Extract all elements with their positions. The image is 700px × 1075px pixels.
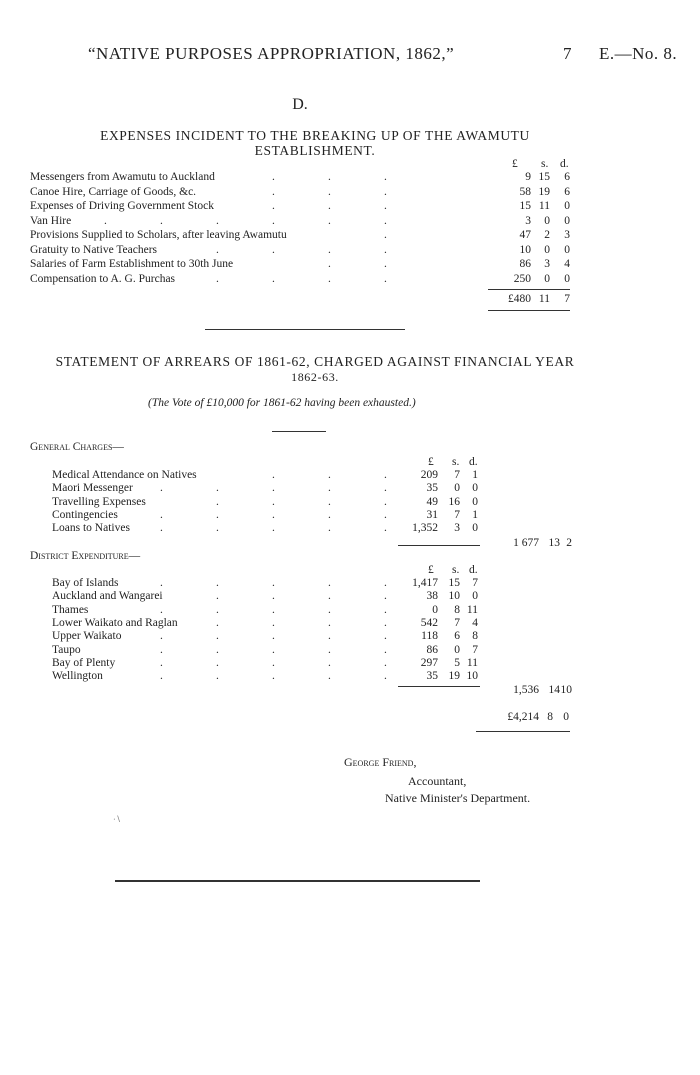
leader-dot: . <box>272 469 275 481</box>
leader-dot: . <box>328 185 331 198</box>
total-rule <box>488 289 570 290</box>
district-shillings: 6 <box>454 630 460 643</box>
bottom-rule <box>115 880 480 882</box>
leader-dot: . <box>160 508 163 521</box>
leader-dot: . <box>328 482 331 495</box>
leader-dot: . <box>384 495 387 508</box>
leader-dot: . <box>272 522 275 535</box>
leader-dot: . <box>272 630 275 643</box>
grand-total-underline <box>476 731 570 732</box>
leader-dot: . <box>216 630 219 643</box>
leader-dot: . <box>384 243 387 256</box>
expense-pence: 3 <box>564 229 570 241</box>
expense-label: Van Hire <box>30 214 72 227</box>
col-head-shillings: s. <box>452 456 460 468</box>
expense-pounds: 9 <box>525 171 531 183</box>
leader-dot: . <box>216 495 219 508</box>
district-subtotal-pence: 10 <box>560 684 572 696</box>
document-reference: E.—No. 8. <box>599 44 678 63</box>
leader-dot: . <box>328 670 331 683</box>
general-charge-pounds: 35 <box>426 482 438 495</box>
leader-dot: . <box>216 590 219 603</box>
general-charge-label: Medical Attendance on Natives <box>52 469 197 481</box>
leader-dot: . <box>272 495 275 508</box>
general-charge-shillings: 0 <box>454 482 460 495</box>
leader-dot: . <box>384 590 387 603</box>
district-pounds: 38 <box>426 590 438 603</box>
leader-dot: . <box>272 171 275 183</box>
general-charge-shillings: 7 <box>454 469 460 481</box>
leader-dot: . <box>216 603 219 616</box>
expense-shillings: 11 <box>538 200 550 212</box>
general-charge-pounds: 209 <box>420 469 438 481</box>
general-charge-label: Contingencies <box>52 508 118 521</box>
district-shillings: 7 <box>454 616 460 629</box>
col-head-shillings: s. <box>452 564 460 576</box>
leader-dot: . <box>384 258 387 270</box>
expense-pence: 4 <box>564 258 570 270</box>
leader-dot: . <box>216 656 219 669</box>
expense-label: Expenses of Driving Government Stock <box>30 200 214 212</box>
expense-label: Gratuity to Native Teachers <box>30 243 158 256</box>
leader-dot: . <box>384 185 387 198</box>
col-head-pence: d. <box>469 564 478 576</box>
district-pence: 7 <box>472 643 478 656</box>
statement-title-line2: 1862-63. <box>291 370 339 384</box>
leader-dot: . <box>384 229 387 241</box>
district-label: Upper Waikato <box>52 630 122 643</box>
grand-total-pence: 0 <box>563 711 569 723</box>
signature-department: Native Minister's Department. <box>385 791 531 805</box>
district-label: Bay of Islands <box>52 577 119 589</box>
leader-dot: . <box>104 214 107 227</box>
col-head-pounds: £ <box>512 158 518 170</box>
col-head-shillings: s. <box>541 158 549 170</box>
district-label: Auckland and Wangarei <box>52 590 163 603</box>
signature-name: George Friend, <box>344 755 417 769</box>
district-pence: 10 <box>466 670 478 683</box>
col-head-pence: d. <box>469 456 478 468</box>
leader-dot: . <box>384 522 387 535</box>
leader-dot: . <box>328 171 331 183</box>
leader-dot: . <box>160 630 163 643</box>
leader-dot: . <box>272 508 275 521</box>
leader-dot: . <box>328 258 331 270</box>
district-expenditure-heading: District Expenditure— <box>30 550 141 562</box>
expense-label: Compensation to A. G. Purchas <box>30 272 176 285</box>
expense-pounds: 15 <box>519 200 531 212</box>
leader-dot: . <box>272 616 275 629</box>
district-pounds: 0 <box>432 603 438 616</box>
leader-dot: . <box>384 616 387 629</box>
leader-dot: . <box>384 200 387 212</box>
general-charge-shillings: 3 <box>454 522 460 535</box>
district-pounds: 118 <box>421 630 438 643</box>
expense-total-shillings: 11 <box>538 293 550 305</box>
expense-pounds: 86 <box>519 258 531 270</box>
general-charge-shillings: 16 <box>448 495 460 508</box>
general-charge-pence: 0 <box>472 495 478 508</box>
expense-pence: 0 <box>564 200 570 212</box>
col-head-pounds: £ <box>428 456 434 468</box>
leader-dot: . <box>328 200 331 212</box>
leader-dot: . <box>328 577 331 589</box>
leader-dot: . <box>160 656 163 669</box>
leader-dot: . <box>328 469 331 481</box>
leader-dot: . <box>328 616 331 629</box>
leader-dot: . <box>328 243 331 256</box>
district-label: Thames <box>52 603 89 616</box>
grand-total-pounds: £4,214 <box>507 711 539 723</box>
expense-pounds: 47 <box>519 229 531 241</box>
leader-dot: . <box>272 577 275 589</box>
expense-label: Salaries of Farm Establishment to 30th June <box>30 258 234 270</box>
leader-dot: . <box>272 590 275 603</box>
leader-dot: . <box>328 522 331 535</box>
col-head-pence: d. <box>560 158 569 170</box>
expense-shillings: 3 <box>544 258 550 270</box>
district-shillings: 10 <box>448 590 460 603</box>
district-shillings: 19 <box>448 670 460 683</box>
leader-dot: . <box>216 482 219 495</box>
expense-shillings: 15 <box>538 171 550 183</box>
district-pounds: 1,417 <box>412 577 438 589</box>
general-charge-label: Loans to Natives <box>52 522 130 535</box>
expense-total-pounds: £480 <box>508 293 531 305</box>
general-charge-pounds: 31 <box>426 508 438 521</box>
expense-pence: 0 <box>564 272 570 285</box>
district-subtotal-shillings: 14 <box>548 684 560 696</box>
leader-dot: . <box>216 577 219 589</box>
district-pounds: 35 <box>426 670 438 683</box>
district-pounds: 86 <box>426 643 438 656</box>
leader-dot: . <box>160 522 163 535</box>
general-charge-label: Maori Messenger <box>52 482 133 495</box>
page-number: 7 <box>563 44 572 63</box>
divider <box>205 329 405 330</box>
leader-dot: . <box>272 200 275 212</box>
expense-label: Canoe Hire, Carriage of Goods, &c. <box>30 185 197 198</box>
expense-shillings: 0 <box>544 272 550 285</box>
district-pounds: 297 <box>420 656 438 669</box>
district-shillings: 15 <box>448 577 460 589</box>
leader-dot: . <box>216 522 219 535</box>
leader-dot: . <box>272 603 275 616</box>
district-pence: 8 <box>472 630 478 643</box>
leader-dot: . <box>216 643 219 656</box>
leader-dot: . <box>272 643 275 656</box>
leader-dot: . <box>160 643 163 656</box>
general-charge-shillings: 7 <box>454 508 460 521</box>
section-d-title-line2: ESTABLISHMENT. <box>254 143 376 158</box>
leader-dot: . <box>384 214 387 227</box>
expense-shillings: 0 <box>544 214 550 227</box>
leader-dot: . <box>216 272 219 285</box>
general-subtotal-shillings: 13 <box>548 537 560 549</box>
district-subtotal-pounds: 1,536 <box>513 684 539 696</box>
statement-title-line1: STATEMENT OF ARREARS OF 1861-62, CHARGED AGAINST FINANCIAL YEAR <box>55 354 575 369</box>
leader-dot: . <box>328 495 331 508</box>
general-charge-pence: 0 <box>472 482 478 495</box>
expense-pounds: 3 <box>525 214 531 227</box>
district-label: Wellington <box>52 670 103 683</box>
expense-label: Messengers from Awamutu to Auckland <box>30 171 215 183</box>
leader-dot: . <box>328 272 331 285</box>
leader-dot: . <box>216 243 219 256</box>
leader-dot: . <box>160 670 163 683</box>
leader-dot: . <box>160 577 163 589</box>
leader-dot: . <box>328 508 331 521</box>
district-pence: 11 <box>466 603 478 616</box>
leader-dot: . <box>384 272 387 285</box>
leader-dot: . <box>328 643 331 656</box>
expense-pence: 0 <box>564 214 570 227</box>
expense-pounds: 58 <box>519 185 531 198</box>
leader-dot: . <box>328 590 331 603</box>
leader-dot: . <box>216 508 219 521</box>
leader-dot: . <box>160 482 163 495</box>
district-shillings: 5 <box>454 656 460 669</box>
stray-mark: ⋅∖ <box>113 815 121 824</box>
leader-dot: . <box>216 214 219 227</box>
leader-dot: . <box>272 214 275 227</box>
leader-dot: . <box>384 508 387 521</box>
district-pence: 4 <box>472 616 478 629</box>
general-charge-pence: 1 <box>472 508 478 521</box>
district-shillings: 8 <box>454 603 460 616</box>
general-charges-heading: General Charges— <box>30 441 124 453</box>
leader-dot: . <box>384 656 387 669</box>
district-pence: 7 <box>472 577 478 589</box>
leader-dot: . <box>328 603 331 616</box>
district-label: Taupo <box>52 643 81 656</box>
general-subtotal-rule <box>398 545 480 546</box>
section-d-title-line1: EXPENSES INCIDENT TO THE BREAKING UP OF THE AWAMUTU <box>100 128 530 143</box>
col-head-pounds: £ <box>428 564 434 576</box>
general-charge-pounds: 1,352 <box>412 522 438 535</box>
expense-total-pence: 7 <box>564 293 570 305</box>
expense-pence: 6 <box>564 185 570 198</box>
leader-dot: . <box>384 643 387 656</box>
grand-total-shillings: 8 <box>547 711 553 723</box>
district-pence: 0 <box>472 590 478 603</box>
leader-dot: . <box>384 670 387 683</box>
short-divider <box>272 431 326 432</box>
leader-dot: . <box>328 656 331 669</box>
expense-shillings: 19 <box>538 185 550 198</box>
expense-pounds: 10 <box>519 243 531 256</box>
district-label: Lower Waikato and Raglan <box>52 616 178 629</box>
district-label: Bay of Plenty <box>52 656 116 669</box>
general-charge-pence: 1 <box>472 469 478 481</box>
leader-dot: . <box>160 603 163 616</box>
leader-dot: . <box>384 171 387 183</box>
leader-dot: . <box>272 482 275 495</box>
leader-dot: . <box>272 243 275 256</box>
leader-dot: . <box>160 214 163 227</box>
leader-dot: . <box>272 670 275 683</box>
statement-note: (The Vote of £10,000 for 1861-62 having been exhausted.) <box>148 397 416 409</box>
general-charge-label: Travelling Expenses <box>52 495 146 508</box>
leader-dot: . <box>272 656 275 669</box>
leader-dot: . <box>328 214 331 227</box>
district-subtotal-rule <box>398 686 480 687</box>
expense-pence: 6 <box>564 171 570 183</box>
leader-dot: . <box>216 616 219 629</box>
leader-dot: . <box>272 185 275 198</box>
signature-title: Accountant, <box>408 774 467 788</box>
total-underline <box>488 310 570 311</box>
district-shillings: 0 <box>454 643 460 656</box>
leader-dot: . <box>272 272 275 285</box>
general-subtotal-pounds: 1 677 <box>513 537 539 549</box>
leader-dot: . <box>384 482 387 495</box>
expense-label: Provisions Supplied to Scholars, after leaving Awamutu <box>30 229 287 241</box>
leader-dot: . <box>384 469 387 481</box>
expense-shillings: 2 <box>544 229 550 241</box>
general-charge-pence: 0 <box>472 522 478 535</box>
section-letter: D. <box>292 96 308 113</box>
leader-dot: . <box>384 577 387 589</box>
leader-dot: . <box>328 630 331 643</box>
leader-dot: . <box>384 630 387 643</box>
running-header-title: “NATIVE PURPOSES APPROPRIATION, 1862,” <box>88 44 455 63</box>
expense-pounds: 250 <box>513 272 531 285</box>
expense-pence: 0 <box>564 243 570 256</box>
general-subtotal-pence: 2 <box>566 537 572 549</box>
expense-shillings: 0 <box>544 243 550 256</box>
general-charge-pounds: 49 <box>426 495 438 508</box>
district-pounds: 542 <box>420 616 438 629</box>
leader-dot: . <box>216 670 219 683</box>
leader-dot: . <box>384 603 387 616</box>
district-pence: 11 <box>466 656 478 669</box>
